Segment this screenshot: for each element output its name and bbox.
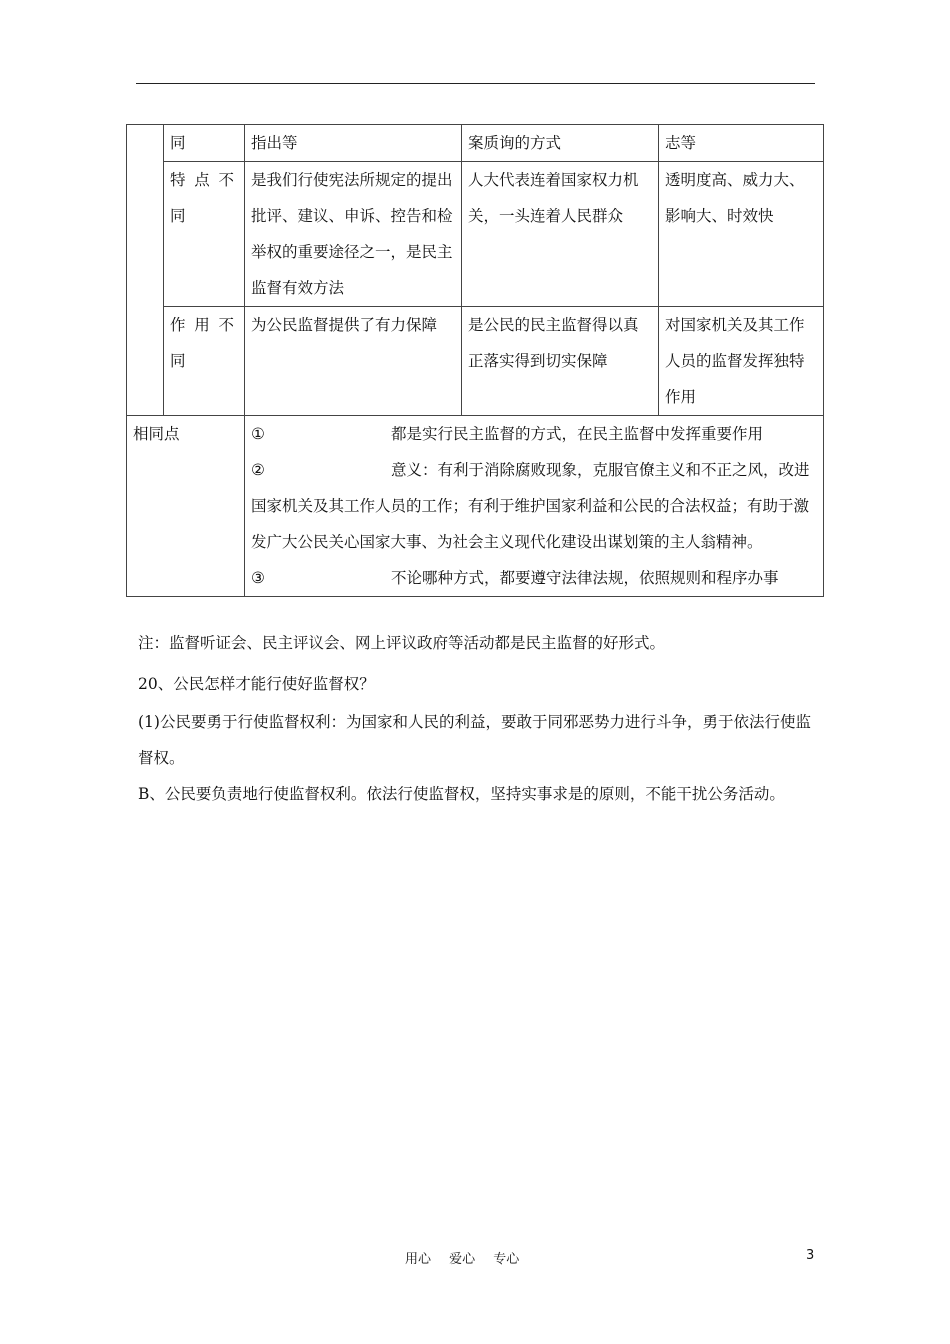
header-rule <box>136 83 815 84</box>
table-row-roles <box>127 307 824 416</box>
item-number: ① <box>251 425 265 443</box>
page-number: 3 <box>806 1248 815 1263</box>
question-title: 20、公民怎样才能行使好监督权？ <box>138 675 375 693</box>
comparison-table <box>126 124 824 597</box>
answer-paragraph-2: B、公民要负责地行使监督权利。依法行使监督权，坚持实事求是的原则，不能干扰公务活动。 <box>138 785 785 803</box>
answer-paragraph-1: (1)公民要勇于行使监督权利：为国家和人民的利益，要敢于同邪恶势力进行斗争，勇于依法行使监督权。 <box>138 713 811 767</box>
row-label: 同 <box>164 125 245 162</box>
table-row-features <box>127 162 824 307</box>
item-number: ③ <box>251 569 265 587</box>
item-number: ② <box>251 461 265 479</box>
note-text: 注：监督听证会、民主评议会、网上评议政府等活动都是民主监督的好形式。 <box>138 634 666 652</box>
footer-slogan: 用心 爱心 专心 <box>405 1252 520 1267</box>
cell-col3: 对国家机关及其工作人员的监督发挥独特作用 <box>659 307 824 416</box>
cell-col2: 案质询的方式 <box>462 125 659 162</box>
common-point-1 <box>251 416 817 452</box>
table-row-common <box>127 416 824 597</box>
common-point-2 <box>251 452 817 560</box>
row-label-features: 特点不同 <box>164 162 245 307</box>
cell-col1: 为公民监督提供了有力保障 <box>245 307 462 416</box>
question-section <box>138 666 818 812</box>
row-label-roles: 作用不同 <box>164 307 245 416</box>
cell-col1: 是我们行使宪法所规定的提出批评、建议、申诉、控告和检举权的重要途径之一，是民主监督有效方法 <box>245 162 462 307</box>
cell-col1: 指出等 <box>245 125 462 162</box>
cell-col2: 人大代表连着国家权力机关，一头连着人民群众 <box>462 162 659 307</box>
table-row-continued <box>127 125 824 162</box>
cell-col2: 是公民的民主监督得以真正落实得到切实保障 <box>462 307 659 416</box>
merged-blank-cell <box>127 125 164 416</box>
common-points-cell <box>245 416 824 597</box>
row-label-common: 相同点 <box>127 416 245 597</box>
item-text: 都是实行民主监督的方式，在民主监督中发挥重要作用 <box>391 425 764 443</box>
cell-col3: 志等 <box>659 125 824 162</box>
common-point-3 <box>251 560 817 596</box>
item-text: 不论哪种方式，都要遵守法律法规，依照规则和程序办事 <box>391 569 779 587</box>
item-text: 意义：有利于消除腐败现象，克服官僚主义和不正之风，改进国家机关及其工作人员的工作；有利于维护国家利益和公民的合法权益；有助于激发广大公民关心国家大事、为社会主义现代化建设出谋划策的主人翁精神。 <box>251 461 810 551</box>
cell-col3: 透明度高、威力大、影响大、时效快 <box>659 162 824 307</box>
